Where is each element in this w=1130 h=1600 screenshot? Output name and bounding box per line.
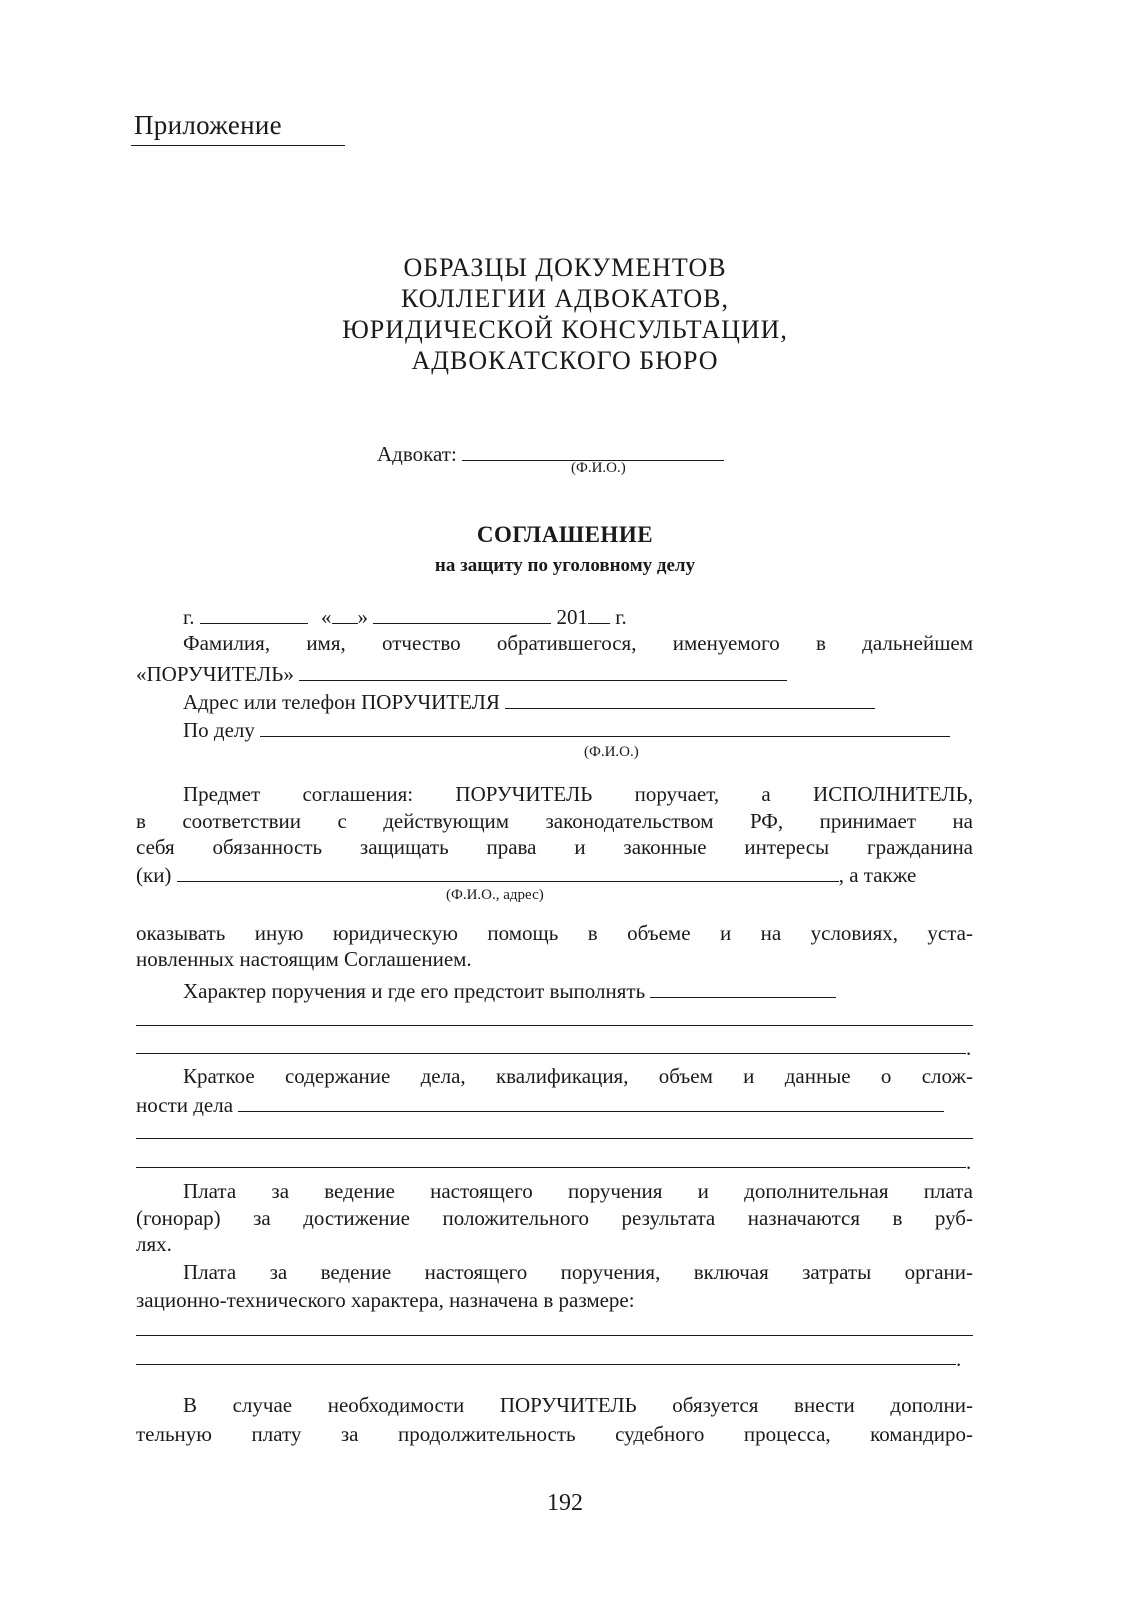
- agreement-title: СОГЛАШЕНИЕ: [476, 522, 654, 547]
- city-date-line: г. « » 201 г.: [183, 605, 627, 629]
- blank-line[interactable]: [136, 1167, 966, 1168]
- heading-line: КОЛЛЕГИИ АДВОКАТОВ,: [400, 284, 730, 313]
- day-blank[interactable]: [332, 603, 358, 624]
- summary-line: Краткое содержание дела, квалификация, объем и данные о слож-: [183, 1064, 973, 1088]
- citizen-line: (ки) , а также: [136, 863, 917, 887]
- case-blank[interactable]: [260, 716, 950, 737]
- lawyer-caption: (Ф.И.О.): [571, 460, 626, 476]
- subject-line: себя обязанность защищать права и законные интересы гражданина: [136, 835, 973, 859]
- case-line: По делу: [183, 716, 950, 743]
- appendix-underline: [131, 145, 345, 146]
- lawyer-label: Адвокат:: [377, 442, 457, 466]
- fee-line: Плата за ведение настоящего поручения и дополнительная плата: [183, 1179, 973, 1203]
- extra-line: тельную плату за продолжительность судебного процесса, командиро-: [136, 1422, 973, 1446]
- heading-line: ОБРАЗЦЫ ДОКУМЕНТОВ: [403, 253, 727, 282]
- subject-line: Предмет соглашения: ПОРУЧИТЕЛЬ поручает, а ИСПОЛНИТЕЛЬ,: [183, 782, 973, 806]
- blank-line[interactable]: [136, 1025, 973, 1026]
- appendix-label: Приложение: [134, 110, 282, 140]
- address-blank[interactable]: [505, 688, 875, 709]
- heading-line: АДВОКАТСКОГО БЮРО: [411, 346, 719, 375]
- blank-line[interactable]: [136, 1335, 973, 1336]
- fee-line: (гонорар) за достижение положительного результата назначаются в руб-: [136, 1206, 973, 1230]
- guarantor-name-blank[interactable]: [299, 660, 787, 681]
- city-blank[interactable]: [200, 603, 308, 624]
- citizen-blank[interactable]: [177, 861, 839, 882]
- blank-line[interactable]: [136, 1138, 973, 1139]
- month-blank[interactable]: [373, 603, 551, 624]
- lawyer-name-blank[interactable]: [462, 440, 724, 461]
- blank-line[interactable]: [136, 1053, 966, 1054]
- citizen-caption: (Ф.И.О., адрес): [446, 887, 544, 903]
- nature-blank[interactable]: [650, 977, 836, 998]
- page-number: 192: [547, 1490, 583, 1516]
- subject-line: в соответствии с действующим законодательством РФ, принимает на: [136, 809, 973, 833]
- lawyer-field: [377, 440, 724, 467]
- document-heading: [0, 252, 1130, 376]
- subject-line: новленных настоящим Соглашением.: [136, 947, 472, 971]
- nature-line: Характер поручения и где его предстоит выполнять: [183, 977, 836, 1004]
- address-line: Адрес или телефон ПОРУЧИТЕЛЯ: [183, 688, 875, 715]
- extra-line: В случае необходимости ПОРУЧИТЕЛЬ обязуется внести дополни-: [183, 1393, 973, 1417]
- blank-line[interactable]: [136, 1364, 956, 1365]
- case-caption: (Ф.И.О.): [584, 744, 639, 760]
- summary-line: ности дела: [136, 1091, 944, 1118]
- guarantor-line: «ПОРУЧИТЕЛЬ»: [136, 660, 787, 687]
- summary-blank[interactable]: [238, 1091, 944, 1112]
- document-page: Приложение ОБРАЗЦЫ ДОКУМЕНТОВ КОЛЛЕГИИ АДВОКАТОВ, ЮРИДИЧЕСКОЙ КОНСУЛЬТАЦИИ, АДВОКАТСКОГО БЮРО Адвокат: (Ф.И.О.) СОГЛАШЕНИЕ на защиту по уголовному делу г. « » 201 г. Фамилия, имя, отчество обратившегося, именуемого в дальнейшем «ПОРУЧИТЕЛЬ» Адрес или телефон ПОРУЧИТЕЛЯ По делу (Ф.И.О.) Предмет соглашения: ПОРУЧИТЕЛЬ поручает, а ИСПОЛНИТЕЛЬ, в соответствии с действующим законодательством РФ, принимает на себя обязанность защищать права и законные интересы гражданина (ки) , а также (Ф.И.О., адрес) оказывать иную юридическую помощь в объеме и на условиях, уста- новленных настоящим Соглашением. Характер поручения и где его предстоит выполнять . Краткое содержание дела, квалификация, объем и данные о слож- ности дела . Плата за ведение настоящего поручения и дополнительная плата (гонорар) за достижение положительного результата назначаются в руб- лях. Плата за ведение настоящего поручения, включая затраты органи- зационно-технического характера, назначена в размере: . В случае необходимости ПОРУЧИТЕЛЬ обязуется внести дополни- тельную плату за продолжительность судебного процесса, командиро- 192: [0, 0, 1130, 1600]
- fee-line: зационно-технического характера, назначена в размере:: [136, 1288, 635, 1312]
- fee-line: лях.: [136, 1232, 172, 1256]
- year-blank[interactable]: [588, 603, 610, 624]
- subject-line: оказывать иную юридическую помощь в объеме и на условиях, уста-: [136, 921, 973, 945]
- heading-line: ЮРИДИЧЕСКОЙ КОНСУЛЬТАЦИИ,: [342, 315, 788, 344]
- fee-line: Плата за ведение настоящего поручения, включая затраты органи-: [183, 1260, 973, 1284]
- applicant-line: Фамилия, имя, отчество обратившегося, именуемого в дальнейшем: [183, 631, 973, 655]
- agreement-subtitle: на защиту по уголовному делу: [434, 555, 696, 576]
